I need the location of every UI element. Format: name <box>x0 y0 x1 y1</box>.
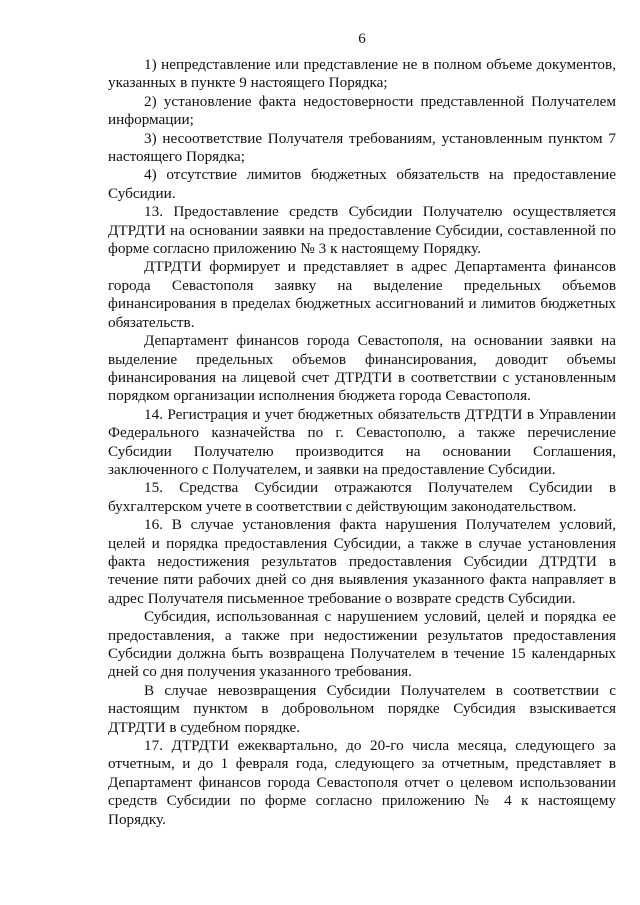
paragraph-clause-16: 16. В случае установления факта нарушения Получателем условий, целей и порядка предоставления Субсидии, а также в случае установления факта недостижения результатов предоставления Субсидии ДТРДТИ в течение пяти рабочих дней со дня выявления указанного факта направляет в адрес Получателя письменное требование о возврате средств Субсидии. <box>108 516 616 607</box>
paragraph-item-4: 4) отсутствие лимитов бюджетных обязательств на предоставление Субсидии. <box>108 166 616 202</box>
paragraph-subsidy-return: Субсидия, использованная с нарушением условий, целей и порядка ее предоставления, а также при недостижении результатов предоставления Субсидии должна быть возвращена Получателем в течение 15 календарных дней со дня получения указанного требования. <box>108 608 616 681</box>
paragraph-clause-15: 15. Средства Субсидии отражаются Получателем Субсидии в бухгалтерском учете в соответствии с действующим законодательством. <box>108 479 616 515</box>
paragraph-finance-department: Департамент финансов города Севастополя, на основании заявки на выделение предельных объемов финансирования, доводит объемы финансирования на лицевой счет ДТРДТИ в соответствии с установленным порядком организации исполнения бюджета города Севастополя. <box>108 332 616 405</box>
paragraph-clause-13: 13. Предоставление средств Субсидии Получателю осуществляется ДТРДТИ на основании заявки на предоставление Субсидии, составленной по форме согласно приложению № 3 к настоящему Порядку. <box>108 203 616 258</box>
paragraph-clause-17: 17. ДТРДТИ ежеквартально, до 20-го числа месяца, следующего за отчетным, и до 1 февраля года, следующего за отчетным, представляет в Департамент финансов города Севастополя отчет о целевом использовании средств Субсидии по форме согласно приложению № 4 к настоящему Порядку. <box>108 737 616 828</box>
paragraph-item-2: 2) установление факта недостоверности представленной Получателем информации; <box>108 92 616 129</box>
paragraph-item-3: 3) несоответствие Получателя требованиям, установленным пунктом 7 настоящего Порядка; <box>108 129 616 166</box>
paragraph-clause-14: 14. Регистрация и учет бюджетных обязательств ДТРДТИ в Управлении Федерального казначейства по г. Севастополю, а также перечисление Субсидии Получателю производится на основании Соглашения, заключенного с Получателем, и заявки на предоставление Субсидии. <box>108 405 616 478</box>
paragraph-item-1: 1) непредставление или представление не в полном объеме документов, указанных в пункте 9 настоящего Порядка; <box>108 56 616 92</box>
page-number: 6 <box>358 31 366 47</box>
document-page <box>108 30 616 829</box>
paragraph-non-return: В случае невозвращения Субсидии Получателем в соответствии с настоящим пунктом в добровольном порядке Субсидия взыскивается ДТРДТИ в судебном порядке. <box>108 681 616 736</box>
paragraph-dtrdti-request: ДТРДТИ формирует и представляет в адрес Департамента финансов города Севастополя заявку на выделение предельных объемов финансирования в пределах бюджетных ассигнований и лимитов бюджетных обязательств. <box>108 258 616 331</box>
